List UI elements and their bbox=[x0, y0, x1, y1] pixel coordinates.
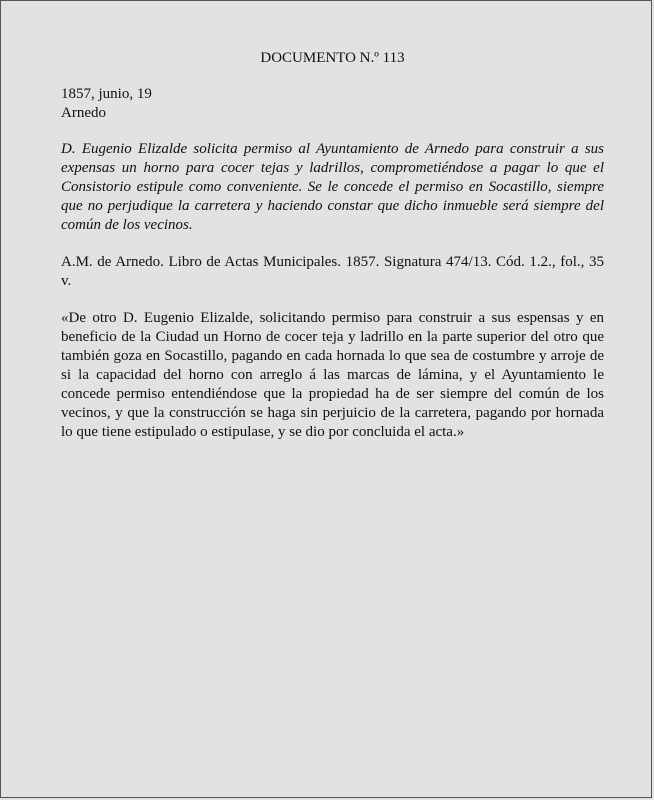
document-place: Arnedo bbox=[61, 105, 106, 121]
document-date: 1857, junio, 19 bbox=[61, 86, 152, 102]
document-transcription: «De otro D. Eugenio Elizalde, solicitando permiso para construir a sus espensas y en beneficio de la Ciudad un Horno de cocer teja y ladrillo en la parte superior del otro que también goza en Socastillo, pagando en cada hornada lo que sea de costumbre y arroje de si la capacidad del horno con arreglo á las marcas de lámina, y el Ayuntamiento le concede permiso entendiéndose que la propiedad ha de ser siempre del común de los vecinos, y que la construcción se haga sin perjuicio de la carretera, pagando por hornada lo que tiene estipulado o estipulase, y se dio por concluida el acta.» bbox=[61, 310, 604, 440]
document-content bbox=[61, 49, 604, 442]
document-heading: DOCUMENTO N.º 113 bbox=[260, 50, 405, 66]
document-summary: D. Eugenio Elizalde solicita permiso al Ayuntamiento de Arnedo para construir a sus expensas un horno para cocer tejas y ladrillos, comprometiéndose a pagar lo que el Consistorio estipule como conveniente. Se le concede el permiso en Socastillo, siempre que no perjudique la carretera y haciendo constar que dicho inmueble será siempre del común de los vecinos. bbox=[61, 141, 604, 233]
archive-reference: A.M. de Arnedo. Libro de Actas Municipales. 1857. Signatura 474/13. Cód. 1.2., fol., 35 v. bbox=[61, 254, 604, 289]
